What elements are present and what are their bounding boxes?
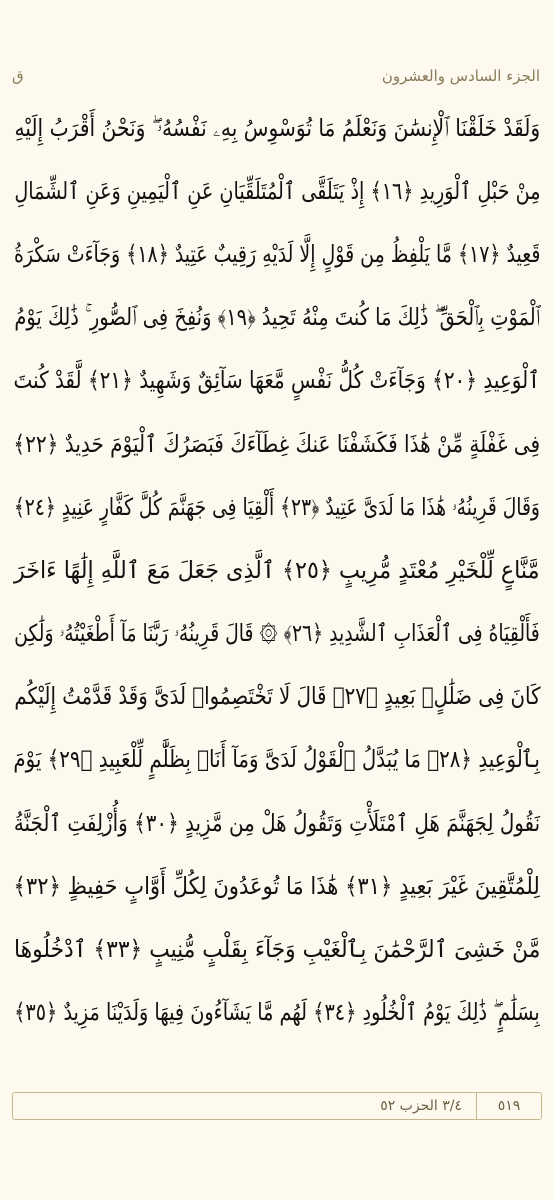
text-line: فِى غَفْلَةٍ مِّنْ هَٰذَا فَكَشَفْنَا عَنكَ غِطَآءَكَ فَبَصَرُكَ ٱلْيَوْمَ حَدِيدٌ ﴿٢٢﴾: [13, 429, 541, 458]
page-footer: [0, 1088, 554, 1128]
text-line: كَانَ فِى ضَلَٰلٍۭ بَعِيدٍ ﴿٢٧﴾ قَالَ لَا تَخْتَصِمُوا۟ لَدَىَّ وَقَدْ قَدَّمْتُ إِلَيْكُم: [13, 682, 541, 711]
footer-frame: [12, 1092, 542, 1120]
juz-title: الجزء السادس والعشرون: [381, 67, 540, 85]
text-line: ٱلْوَعِيدِ ﴿٢٠﴾ وَجَآءَتْ كُلُّ نَفْسٍ مَّعَهَا سَآئِقٌ وَشَهِيدٌ ﴿٢١﴾ لَّقَدْ كُنتَ: [13, 366, 541, 395]
quran-text: [12, 96, 542, 1044]
text-line: ٱلْمَوْتِ بِٱلْحَقِّ ۖ ذَٰلِكَ مَا كُنتَ مِنْهُ تَحِيدُ ﴿١٩﴾ وَنُفِخَ فِى ٱلصُّورِ ۚ ذَٰلِكَ يَوْمُ: [14, 303, 540, 332]
text-line: مَّنْ خَشِىَ ٱلرَّحْمَٰنَ بِٱلْغَيْبِ وَجَآءَ بِقَلْبٍ مُّنِيبٍ ﴿٣٣﴾ ٱدْخُلُوهَا: [13, 935, 541, 964]
text-line: فَأَلْقِيَاهُ فِى ٱلْعَذَابِ ٱلشَّدِيدِ ﴿٢٦﴾ ۞ قَالَ قَرِينُهُۥ رَبَّنَا مَآ أَطْغَيْتُهُۥ وَلَٰكِن: [14, 619, 540, 648]
text-line: مِنْ حَبْلِ ٱلْوَرِيدِ ﴿١٦﴾ إِذْ يَتَلَقَّى ٱلْمُتَلَقِّيَانِ عَنِ ٱلْيَمِينِ وَعَنِ ٱلشِّمَالِ: [13, 176, 541, 205]
text-line: نَقُولُ لِجَهَنَّمَ هَلِ ٱمْتَلَأْتِ وَتَقُولُ هَلْ مِن مَّزِيدٍ ﴿٣٠﴾ وَأُزْلِفَتِ ٱلْجَنَّةُ: [13, 808, 541, 837]
text-line: لِلْمُتَّقِينَ غَيْرَ بَعِيدٍ ﴿٣١﴾ هَٰذَا مَا تُوعَدُونَ لِكُلِّ أَوَّابٍ حَفِيظٍ ﴿٣٢﴾: [13, 871, 541, 900]
page-header: [12, 62, 540, 90]
text-line: وَلَقَدْ خَلَقْنَا ٱلْإِنسَٰنَ وَنَعْلَمُ مَا تُوَسْوِسُ بِهِۦ نَفْسُهُۥ ۖ وَنَحْنُ أَقْرَبُ إِلَيْهِ: [14, 113, 540, 142]
text-line: وَقَالَ قَرِينُهُۥ هَٰذَا مَا لَدَىَّ عَتِيدٌ ﴿٢٣﴾ أَلْقِيَا فِى جَهَنَّمَ كُلَّ كَفَّارٍ عَنِيدٍ ﴿٢٤﴾: [13, 492, 541, 521]
text-line: مَّنَّاعٍ لِّلْخَيْرِ مُعْتَدٍ مُّرِيبٍ ﴿٢٥﴾ ٱلَّذِى جَعَلَ مَعَ ٱللَّهِ إِلَٰهًا ءَاخَرَ: [14, 555, 540, 584]
text-line: بِٱلْوَعِيدِ ﴿٢٨﴾ مَا يُبَدَّلُ ٱلْقَوْلُ لَدَىَّ وَمَآ أَنَا۠ بِظَلَّٰمٍ لِّلْعَبِيدِ ﴿٢٩﴾ يَوْمَ: [13, 745, 541, 774]
text-line: قَعِيدٌ ﴿١٧﴾ مَّا يَلْفِظُ مِن قَوْلٍ إِلَّا لَدَيْهِ رَقِيبٌ عَتِيدٌ ﴿١٨﴾ وَجَآءَتْ سَكْرَةُ: [13, 239, 541, 268]
text-line: بِسَلَٰمٍ ۖ ذَٰلِكَ يَوْمُ ٱلْخُلُودِ ﴿٣٤﴾ لَهُم مَّا يَشَآءُونَ فِيهَا وَلَدَيْنَا مَزِيدٌ ﴿٣٥﴾: [14, 998, 540, 1027]
page-number: ٥١٩: [476, 1093, 541, 1119]
hizb-marker: ٣/٤ الحزب ٥٢: [380, 1098, 462, 1114]
surah-name: ق: [12, 67, 24, 85]
